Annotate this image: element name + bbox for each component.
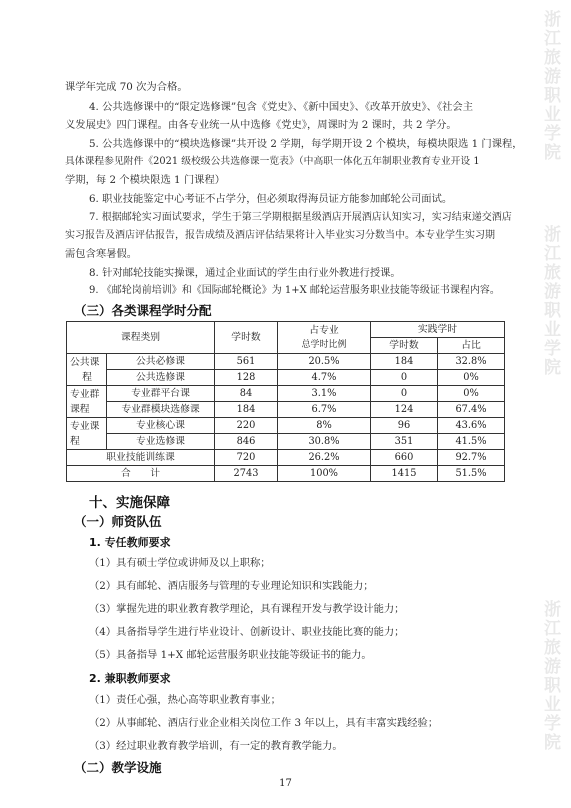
total-ratio: 100% <box>278 466 371 482</box>
row-ratio: 3.1% <box>278 386 371 402</box>
row-hours: 561 <box>215 354 278 370</box>
part-time-item: （2）从事邮轮、酒店行业企业相关岗位工作 3 年以上，具有丰富实践经验； <box>89 717 439 729</box>
row-name: 职业技能训练课 <box>67 450 215 466</box>
full-time-item: （3）掌握先进的职业教育教学理论，具有课程开发与教学设计能力； <box>89 603 405 615</box>
row-hours: 846 <box>215 434 278 450</box>
row-practice-ratio: 0% <box>438 370 505 386</box>
row-name: 专业群模块选修课 <box>107 402 215 418</box>
row-practice-hours: 660 <box>371 450 438 466</box>
row-practice-hours: 96 <box>371 418 438 434</box>
header-practice: 实践学时 <box>371 322 505 338</box>
part-time-teacher-title: 2. 兼职教师要求 <box>89 672 171 685</box>
row-name: 公共必修课 <box>107 354 215 370</box>
full-time-item: （5）具备指导 1+X 邮轮运营服务职业技能等级证书的能力。 <box>89 649 372 661</box>
note-9: 9. 《邮轮岗前培训》和《国际邮轮概论》为 1+X 邮轮运营服务职业技能等级证书课程内容。 <box>89 285 500 296</box>
row-name: 公共选修课 <box>107 370 215 386</box>
table-row <box>67 434 505 450</box>
note-5-line2: 具体课程参见附件《2021 级校级公共选修课一览表》（中高职一体化五年制职业教育专业开设 1 <box>65 156 480 167</box>
course-hours-table <box>66 321 505 482</box>
table-row <box>67 386 505 402</box>
subsection-faculty-title: （一）师资队伍 <box>74 514 162 529</box>
total-hours: 2743 <box>215 466 278 482</box>
table-row <box>67 418 505 434</box>
header-practice-ratio: 占比 <box>438 338 505 354</box>
note-7-line2: 实习报告及酒店评估报告，报告成绩及酒店评估结果将计入毕业实习分数当中。本专业学生实习期 <box>65 230 495 241</box>
full-time-item: （2）具有邮轮、酒店服务与管理的专业理论知识和实践能力； <box>89 580 374 592</box>
table-row <box>67 402 505 418</box>
group-public: 公共课 程 <box>67 354 107 386</box>
row-hours: 184 <box>215 402 278 418</box>
row-practice-ratio: 43.6% <box>438 418 505 434</box>
note-5-line3: 学期，每 2 个模块限选 1 门课程） <box>65 174 226 186</box>
row-ratio: 26.2% <box>278 450 371 466</box>
header-course-type: 课程类别 <box>67 322 215 354</box>
group-major: 专业群 课程 <box>67 386 107 418</box>
row-practice-hours: 0 <box>371 386 438 402</box>
row-hours: 128 <box>215 370 278 386</box>
total-practice-hours: 1415 <box>371 466 438 482</box>
row-name: 专业选修课 <box>107 434 215 450</box>
row-ratio: 8% <box>278 418 371 434</box>
row-practice-hours: 0 <box>371 370 438 386</box>
row-practice-ratio: 0% <box>438 386 505 402</box>
note-7-line1: 7. 根据邮轮实习面试要求，学生于第三学期根据星级酒店开展酒店认知实习，实习结束递交酒店 <box>89 212 512 223</box>
note-4-line2: 义发展史》四门课程。由各专业统一从中选修《党史》，周课时为 2 课时，共 2 学分。 <box>65 119 457 131</box>
header-hours: 学时数 <box>215 322 278 354</box>
table-row <box>67 370 505 386</box>
row-name: 专业核心课 <box>107 418 215 434</box>
note-line: 课学年完成 70 次为合格。 <box>65 81 188 93</box>
note-7-line3: 需包含寒暑假。 <box>65 248 138 260</box>
section-10-title: 十、实施保障 <box>89 495 170 511</box>
row-practice-ratio: 32.8% <box>438 354 505 370</box>
row-ratio: 30.8% <box>278 434 371 450</box>
row-practice-ratio: 41.5% <box>438 434 505 450</box>
row-ratio: 4.7% <box>278 370 371 386</box>
row-hours: 220 <box>215 418 278 434</box>
row-name: 专业群平台课 <box>107 386 215 402</box>
full-time-item: （4）具备指导学生进行毕业设计、创新设计、职业技能比赛的能力； <box>89 626 405 638</box>
total-practice-ratio: 51.5% <box>438 466 505 482</box>
full-time-teacher-title: 1. 专任教师要求 <box>89 536 171 549</box>
full-time-item: （1）具有硕士学位或讲师及以上职称； <box>89 557 271 569</box>
note-6: 6. 职业技能鉴定中心考证不占学分，但必须取得海员证方能参加邮轮公司面试。 <box>89 193 453 205</box>
row-ratio: 20.5% <box>278 354 371 370</box>
row-practice-hours: 124 <box>371 402 438 418</box>
note-4-line1: 4. 公共选修课中的“限定选修课”包含《党史》、《新中国史》、《改革开放史》、《社会主 <box>89 101 474 113</box>
table-row <box>67 450 505 466</box>
watermark-top: 浙江旅游职业学院 <box>540 10 560 162</box>
subsection-facilities-title: （二）教学设施 <box>74 760 162 775</box>
group-core: 专业课 程 <box>67 418 107 450</box>
row-hours: 720 <box>215 450 278 466</box>
table-row <box>67 354 505 370</box>
row-practice-hours: 184 <box>371 354 438 370</box>
total-label: 合 计 <box>67 466 215 482</box>
watermark-bottom: 浙江旅游职业学院 <box>540 600 560 752</box>
part-time-item: （3）经过职业教育教学培训，有一定的教育教学能力。 <box>89 740 343 752</box>
page-number: 17 <box>279 778 292 789</box>
note-8: 8. 针对邮轮技能实操课，通过企业面试的学生由行业外教进行授课。 <box>89 267 401 279</box>
header-share: 占专业 总学时比例 <box>278 322 371 354</box>
row-practice-hours: 351 <box>371 434 438 450</box>
note-5-line1: 5. 公共选修课中的“模块选修课”共开设 2 学期，每学期开设 2 个模块，每模块限选 1 门课程， <box>89 138 523 150</box>
row-practice-ratio: 92.7% <box>438 450 505 466</box>
row-practice-ratio: 67.4% <box>438 402 505 418</box>
row-ratio: 6.7% <box>278 402 371 418</box>
part-time-item: （1）责任心强，热心高等职业教育事业； <box>89 694 281 706</box>
row-hours: 84 <box>215 386 278 402</box>
header-practice-hours: 学时数 <box>371 338 438 354</box>
section-3-title: （三）各类课程学时分配 <box>74 303 212 318</box>
watermark-middle: 浙江旅游职业学院 <box>540 225 560 377</box>
table-total-row <box>67 466 505 482</box>
